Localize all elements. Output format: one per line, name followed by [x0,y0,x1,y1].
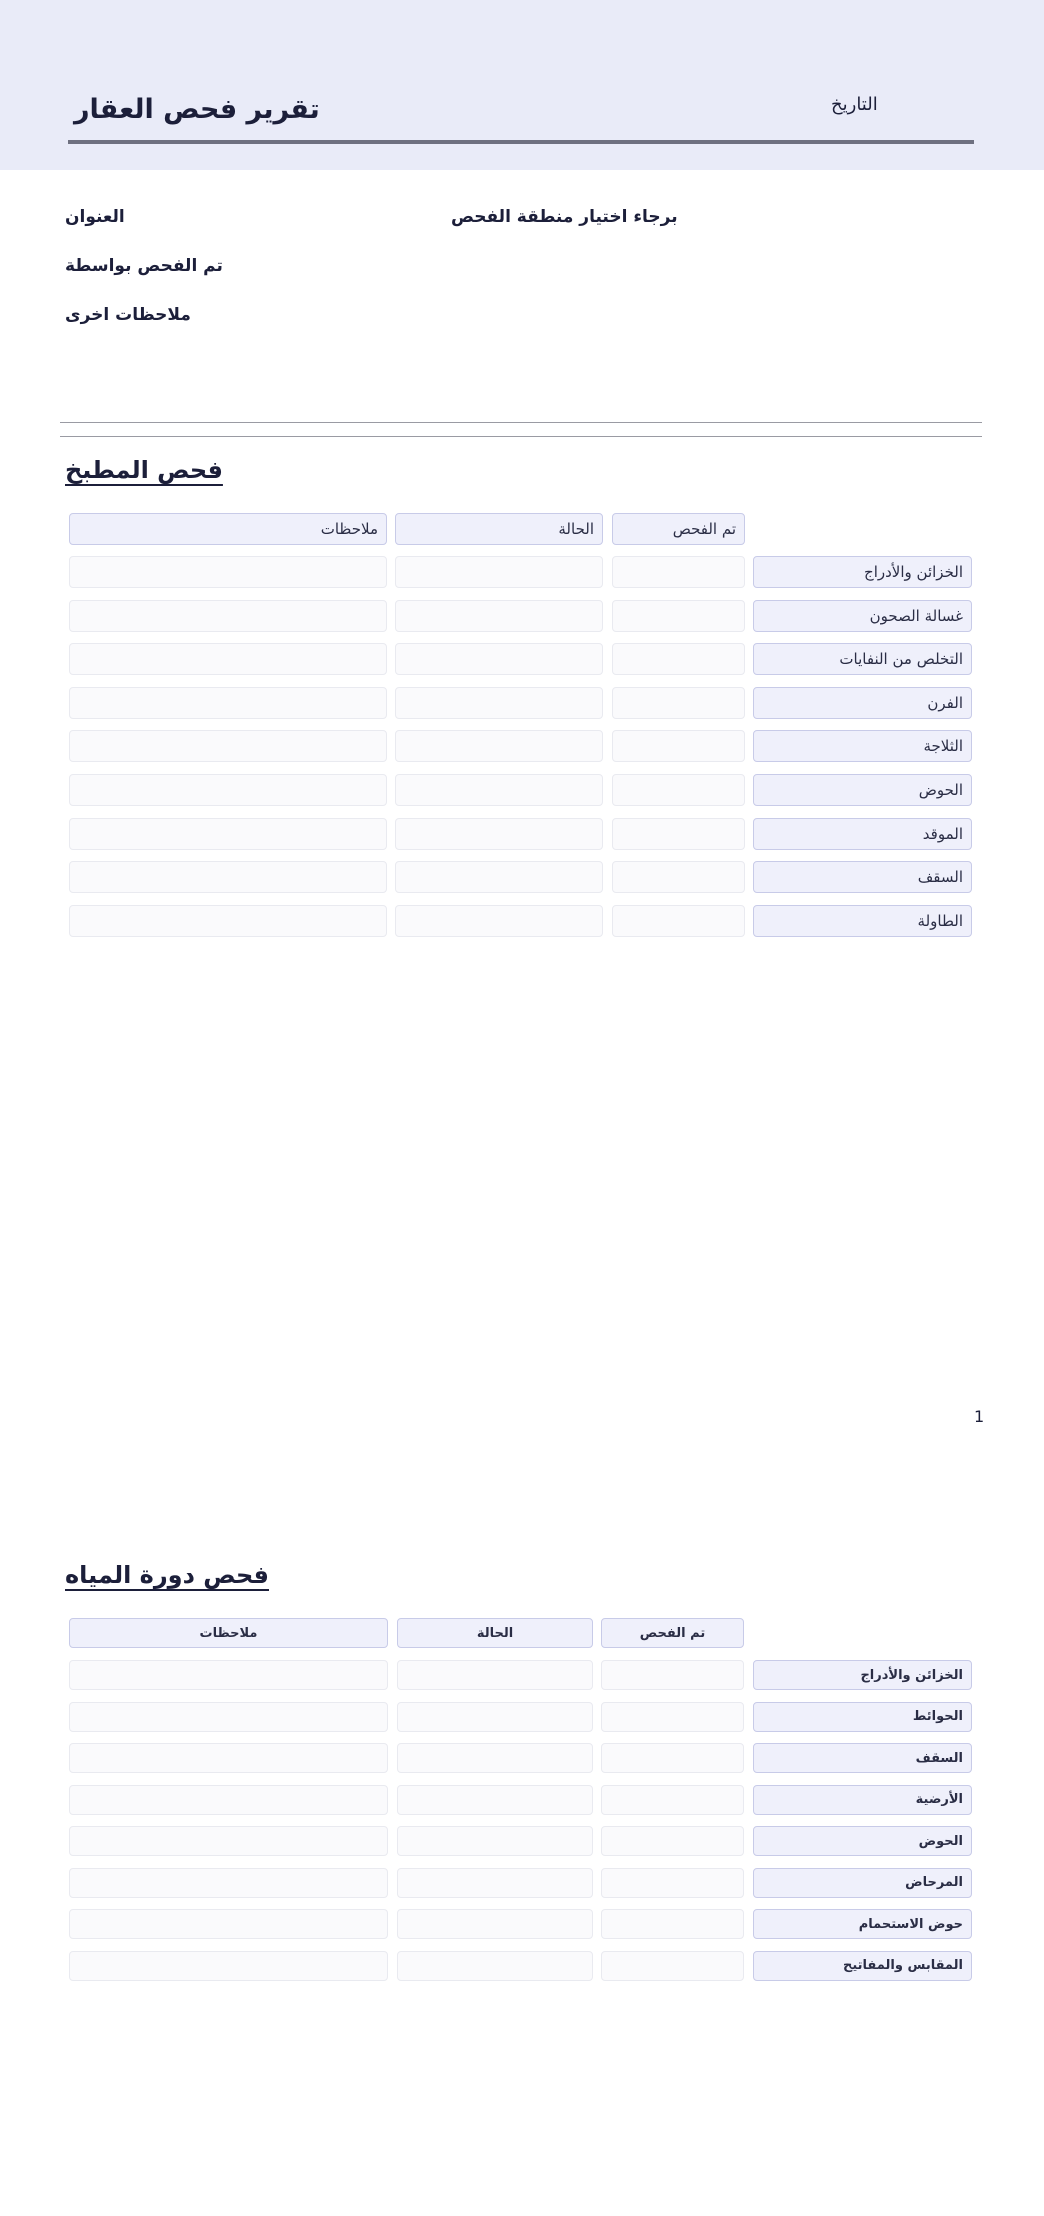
kitchen-condition-cell[interactable] [395,730,603,762]
bathroom-checked-cell[interactable] [601,1785,744,1815]
bathroom-checked-cell[interactable] [601,1909,744,1939]
divider-top [60,422,982,423]
bathroom-condition-cell[interactable] [397,1785,593,1815]
kitchen-row-label: الثلاجة [753,730,972,762]
address-label: العنوان [65,207,125,227]
kitchen-row-label: الموقد [753,818,972,850]
bathroom-notes-cell[interactable] [69,1951,388,1981]
kitchen-checked-cell[interactable] [612,600,745,632]
bathroom-condition-cell[interactable] [397,1909,593,1939]
kitchen-notes-cell[interactable] [69,905,387,937]
kitchen-checked-cell[interactable] [612,643,745,675]
kitchen-checked-cell[interactable] [612,905,745,937]
kitchen-checked-cell[interactable] [612,687,745,719]
kitchen-checked-cell[interactable] [612,861,745,893]
bathroom-section-title: فحص دورة المياه [65,1561,269,1589]
kitchen-row-label: غسالة الصحون [753,600,972,632]
bathroom-checked-cell[interactable] [601,1743,744,1773]
bathroom-checked-cell[interactable] [601,1868,744,1898]
divider-bottom [60,436,982,437]
kitchen-condition-cell[interactable] [395,818,603,850]
bathroom-row-label: المرحاض [753,1868,972,1898]
kitchen-checked-cell[interactable] [612,556,745,588]
bathroom-checked-cell[interactable] [601,1660,744,1690]
bathroom-condition-cell[interactable] [397,1868,593,1898]
kitchen-condition-cell[interactable] [395,774,603,806]
bathroom-row-label: الأرضية [753,1785,972,1815]
bathroom-notes-cell[interactable] [69,1743,388,1773]
kitchen-notes-cell[interactable] [69,643,387,675]
kitchen-row-label: الخزائن والأدراج [753,556,972,588]
bathroom-condition-cell[interactable] [397,1951,593,1981]
kitchen-condition-cell[interactable] [395,600,603,632]
header-band [0,0,1044,170]
kitchen-col-condition: الحالة [395,513,603,545]
kitchen-notes-cell[interactable] [69,687,387,719]
bathroom-row-label: الخزائن والأدراج [753,1660,972,1690]
kitchen-row-label: السقف [753,861,972,893]
bathroom-row-label: حوض الاستحمام [753,1909,972,1939]
bathroom-col-notes: ملاحظات [69,1618,388,1648]
bathroom-condition-cell[interactable] [397,1660,593,1690]
report-title: تقرير فحص العقار [74,94,320,125]
bathroom-condition-cell[interactable] [397,1743,593,1773]
kitchen-row-label: الحوض [753,774,972,806]
header-rule [68,140,974,144]
inspection-area-select[interactable]: برجاء اختيار منطقة الفحص [451,207,678,227]
kitchen-condition-cell[interactable] [395,556,603,588]
bathroom-notes-cell[interactable] [69,1909,388,1939]
kitchen-col-checked: تم الفحص [612,513,745,545]
kitchen-notes-cell[interactable] [69,818,387,850]
bathroom-row-label: السقف [753,1743,972,1773]
kitchen-notes-cell[interactable] [69,556,387,588]
bathroom-condition-cell[interactable] [397,1826,593,1856]
inspected-by-label: تم الفحص بواسطة [65,256,223,276]
bathroom-notes-cell[interactable] [69,1868,388,1898]
kitchen-notes-cell[interactable] [69,730,387,762]
kitchen-row-label: التخلص من النفايات [753,643,972,675]
bathroom-checked-cell[interactable] [601,1826,744,1856]
bathroom-checked-cell[interactable] [601,1702,744,1732]
date-label: التاريخ [831,94,878,115]
kitchen-notes-cell[interactable] [69,600,387,632]
kitchen-condition-cell[interactable] [395,861,603,893]
kitchen-checked-cell[interactable] [612,774,745,806]
kitchen-col-notes: ملاحظات [69,513,387,545]
kitchen-checked-cell[interactable] [612,818,745,850]
kitchen-notes-cell[interactable] [69,774,387,806]
kitchen-section-title: فحص المطبخ [65,456,223,484]
bathroom-row-label: الحوض [753,1826,972,1856]
bathroom-col-condition: الحالة [397,1618,593,1648]
bathroom-notes-cell[interactable] [69,1826,388,1856]
kitchen-row-label: الفرن [753,687,972,719]
bathroom-row-label: المقابس والمفاتيح [753,1951,972,1981]
kitchen-condition-cell[interactable] [395,905,603,937]
bathroom-notes-cell[interactable] [69,1660,388,1690]
bathroom-notes-cell[interactable] [69,1785,388,1815]
page-number: 1 [974,1407,985,1426]
kitchen-condition-cell[interactable] [395,687,603,719]
bathroom-col-checked: تم الفحص [601,1618,744,1648]
kitchen-condition-cell[interactable] [395,643,603,675]
bathroom-condition-cell[interactable] [397,1702,593,1732]
bathroom-row-label: الحوائط [753,1702,972,1732]
kitchen-checked-cell[interactable] [612,730,745,762]
kitchen-notes-cell[interactable] [69,861,387,893]
bathroom-notes-cell[interactable] [69,1702,388,1732]
other-notes-label: ملاحظات اخرى [65,305,191,325]
kitchen-row-label: الطاولة [753,905,972,937]
bathroom-checked-cell[interactable] [601,1951,744,1981]
